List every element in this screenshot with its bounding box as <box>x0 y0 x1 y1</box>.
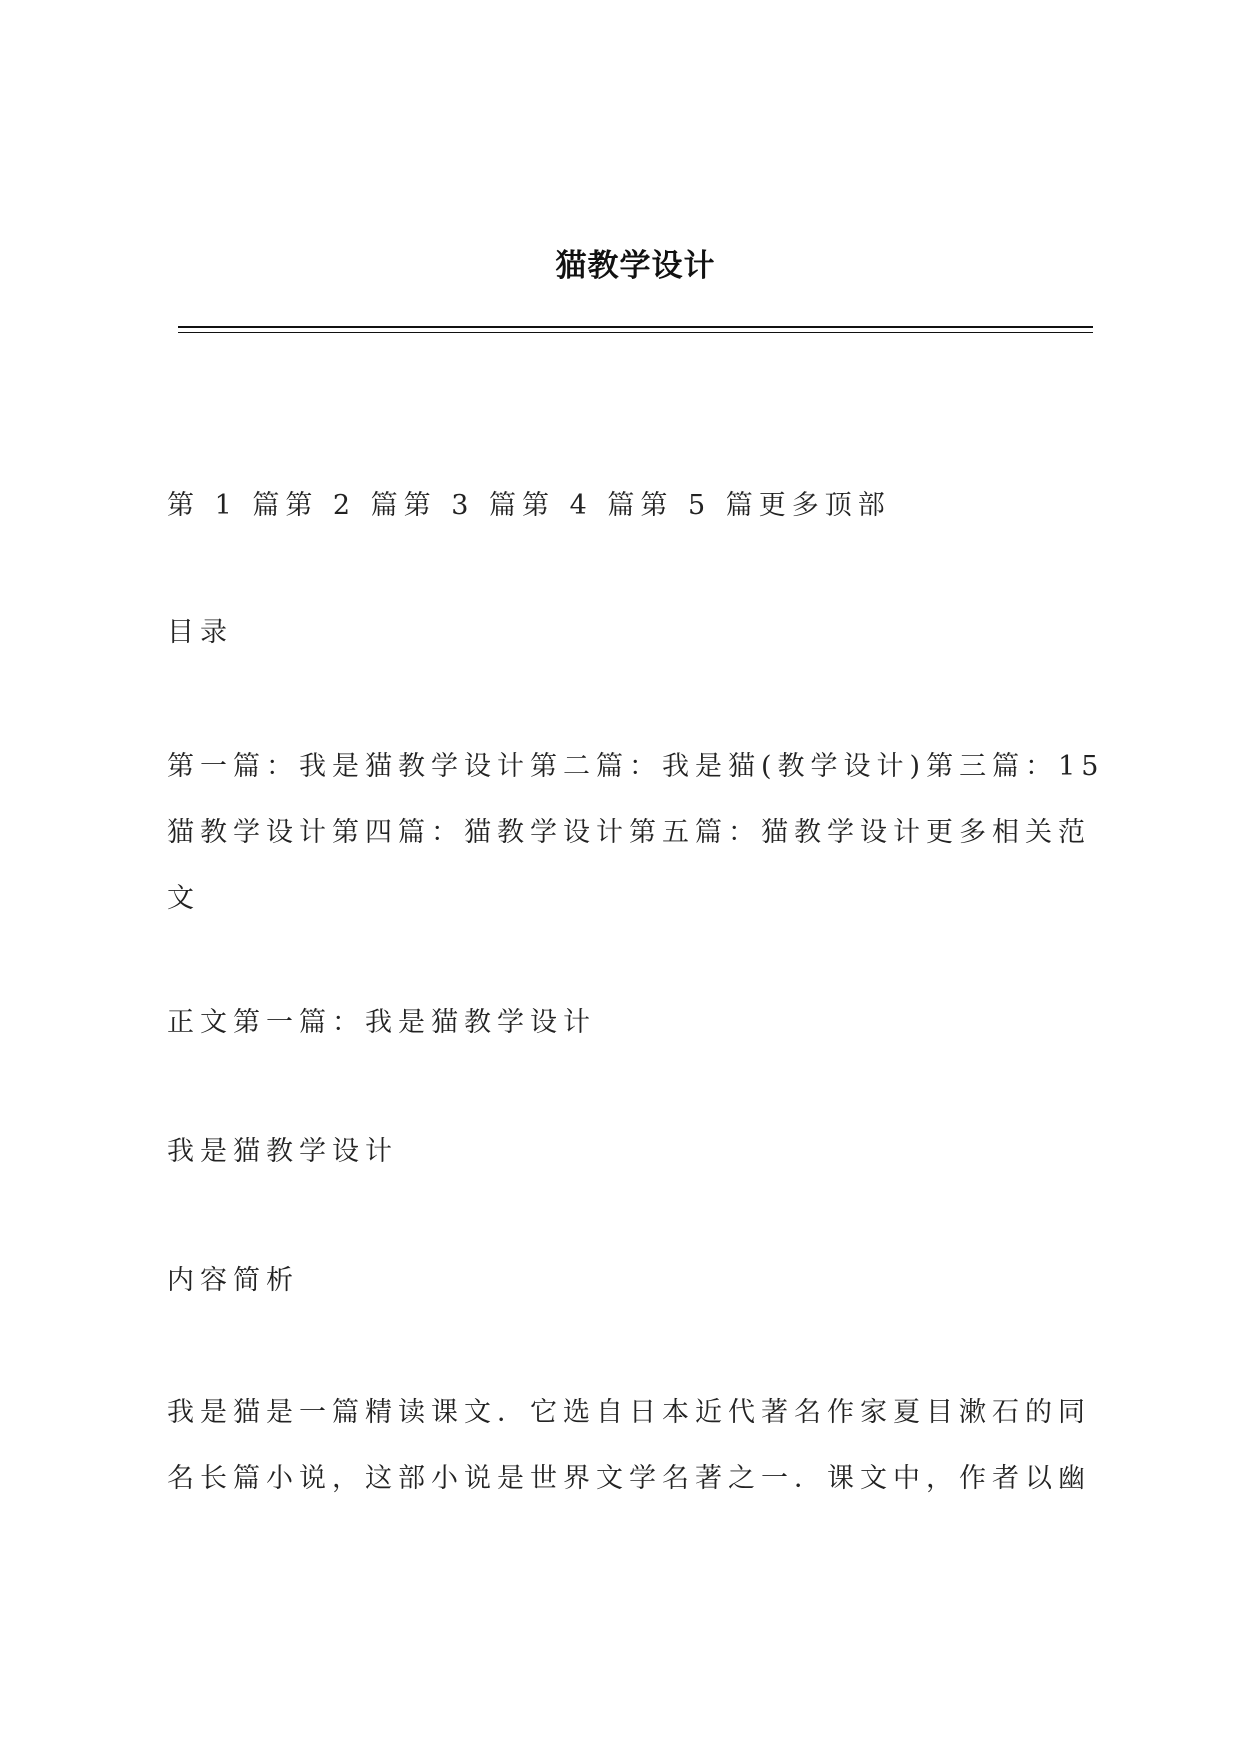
toc-line[interactable]: 猫教学设计第四篇：猫教学设计第五篇：猫教学设计更多相关范 <box>167 817 1091 848</box>
body-line: 我是猫是一篇精读课文．它选自日本近代著名作家夏目漱石的同 <box>167 1397 1091 1428</box>
toc-line[interactable]: 文 <box>167 883 200 914</box>
title-divider-thin <box>178 332 1093 333</box>
toc-heading: 目录 <box>167 617 233 648</box>
body-line: 名长篇小说，这部小说是世界文学名著之一．课文中，作者以幽 <box>167 1463 1091 1494</box>
body-paragraph <box>167 1380 1092 1512</box>
title-divider <box>178 326 1093 328</box>
section-nav[interactable]: 第 1 篇第 2 篇第 3 篇第 4 篇第 5 篇更多顶部 <box>167 490 891 521</box>
body-heading: 正文第一篇：我是猫教学设计 <box>167 1007 596 1038</box>
toc-list <box>167 734 1105 932</box>
article-title: 我是猫教学设计 <box>167 1136 398 1167</box>
section-heading: 内容简析 <box>167 1265 299 1296</box>
document-title: 猫教学设计 <box>555 248 716 284</box>
toc-line[interactable]: 第一篇：我是猫教学设计第二篇：我是猫(教学设计)第三篇：15 <box>167 751 1105 782</box>
